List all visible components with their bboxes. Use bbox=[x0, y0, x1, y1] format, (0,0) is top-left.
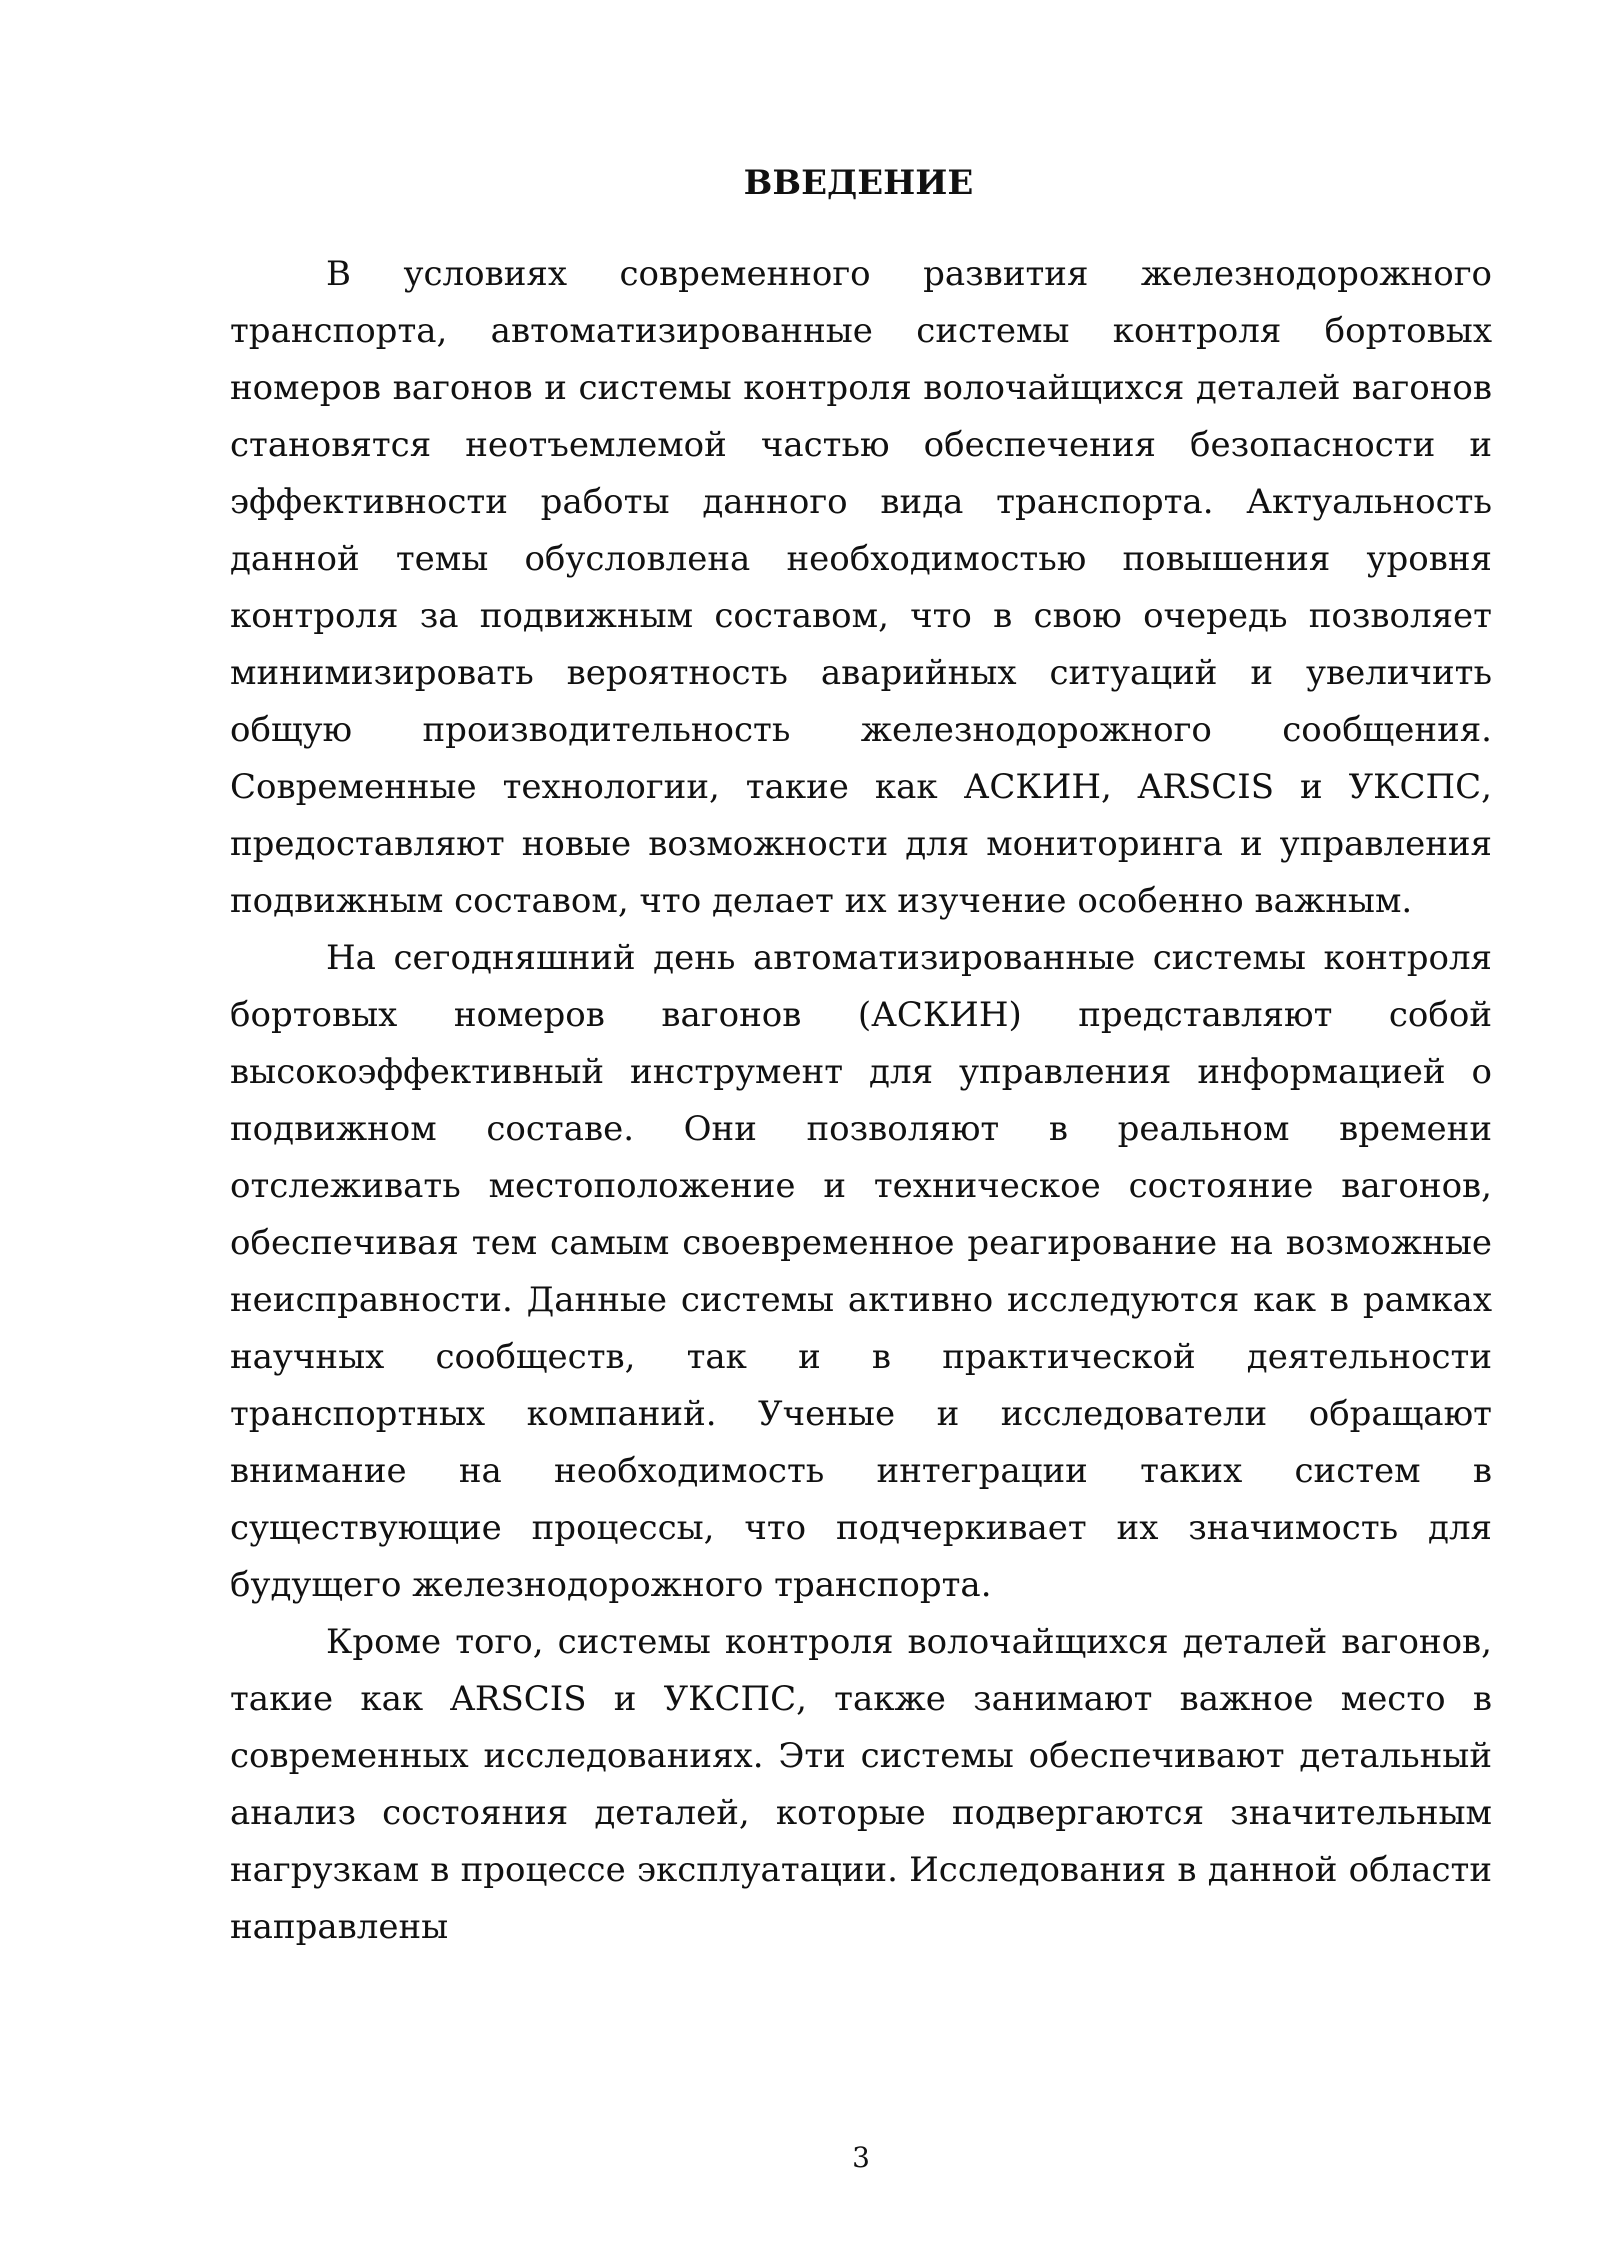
page-title: ВВЕДЕНИЕ bbox=[743, 163, 974, 203]
paragraph-3: Кроме того, системы контроля волочайщихся деталей вагонов, такие как ARSCIS и УКСПС, также занимают важное место в современных исследованиях. Эти системы обеспечивают детальный анализ состояния деталей, которые подвергаются значительным нагрузкам в процессе эксплуатации. Исследования в данной области направлены bbox=[230, 1622, 1492, 1947]
paragraph-1: В условиях современного развития железнодорожного транспорта, автоматизированные системы контроля бортовых номеров вагонов и системы контроля волочайщихся деталей вагонов становятся неотъемлемой частью обеспечения безопасности и эффективности работы данного вида транспорта. Актуальность данной темы обусловлена необходимостью повышения уровня контроля за подвижным составом, что в свою очередь позволяет минимизировать вероятность аварийных ситуаций и увеличить общую производительность железнодорожного сообщения. Современные технологии, такие как АСКИН, ARSCIS и УКСПС, предоставляют новые возможности для мониторинга и управления подвижным составом, что делает их изучение особенно важным. bbox=[230, 254, 1492, 921]
page-number: 3 bbox=[852, 2141, 870, 2174]
body-text bbox=[230, 246, 1492, 1956]
paragraph-2: На сегодняшний день автоматизированные системы контроля бортовых номеров вагонов (АСКИН) представляют собой высокоэффективный инструмент для управления информацией о подвижном составе. Они позволяют в реальном времени отслеживать местоположение и техническое состояние вагонов, обеспечивая тем самым своевременное реагирование на возможные неисправности. Данные системы активно исследуются как в рамках научных сообществ, так и в практической деятельности транспортных компаний. Ученые и исследователи обращают внимание на необходимость интеграции таких систем в существующие процессы, что подчеркивает их значимость для будущего железнодорожного транспорта. bbox=[230, 938, 1492, 1605]
